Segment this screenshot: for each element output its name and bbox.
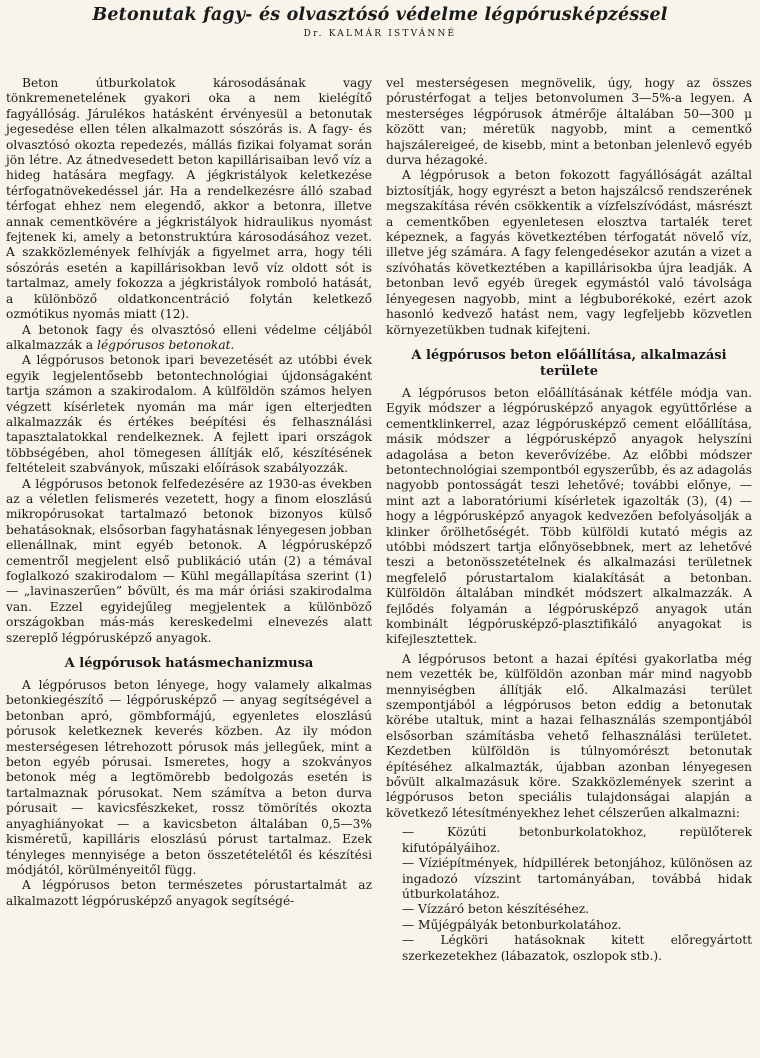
list-item: — Műjégpályák betonburkolatához. [402, 917, 622, 932]
right-column [386, 76, 752, 964]
paragraph: A légpórusos betont a hazai építési gyakorlatba még nem vezették be, külföldön azonban már mind nagyobb mennyiségben állítják elő. Alkalmazási terület szempontjából a légpórusos beton eddig a betonutak körébe utaltuk, mint a hazai felhasználás szempontjából elsősorban számításba vehető felhasználási területet. Kezdetben külföldön is túlnyomórészt betonutak építéséhez alkalmazták, újabban azonban lényegesen bővült alkalmazásuk köre. Szakközlemények szerint a légpórusos beton speciális tulajdonságai alapján a következő létesítményekhez lehet célszerűen alkalmazni: [386, 651, 752, 820]
paragraph: A légpórusos betonok felfedezésére az 1930-as években az a véletlen felismerés vezetett, hogy a finom eloszlású mikropórusokat tartalmazó betonok bizonyos külső behatásoknak, elsősorban fagyhatásnak lényegesen jobban ellenállnak, mint egyéb betonok. A légpórusképző cementről megjelent első publikáció után (2) a témával foglalkozó szakirodalom — Kühl megállapítása szerint (1) — „lavinaszerűen” bővült, és ma már óriási szakirodalma van. Ezzel egyidejűleg megjelentek a különböző országokban más-más kereskedelmi elnevezés alatt szereplő légpórusképző anyagok. [6, 476, 372, 645]
list-item: — Vízzáró beton készítéséhez. [402, 902, 589, 917]
paragraph: A légpórusos beton előállításának kétféle módja van. Egyik módszer a légpórusképző anyagok együttőrlése a cementklinkerrel, azaz légpórusképző cement előállítása, másik módszer a légpórusképző anyagok helyszíni adagolása a beton keverővízébe. Az előbbi módszer betontechnológiai szempontból egyszerűbb, és az adagolás nagyobb pontosságát teszi lehetővé; további előnye, — mint azt a laboratóriumi kísérletek igazolták (3), (4) — hogy a légpórusképző anyagok kedvezően befolyásolják a klinker őrölhetőségét. Több külföldi kutató mégis az utóbbi módszert tartja előnyösebbnek, mert az lehetővé teszi a betonösszetételnek és alkalmazási területnek megfelelő pórustartalom kialakítását a betonban. Külföldön általában mindkét módszert alkalmazzák. A fejlődés folyamán a légpórusképző anyagok után kombinált légpórusképző-plasztifikáló anyagokat is kifejlesztettek. [386, 385, 752, 647]
emphasis-text: légpórusos betonokat. [97, 337, 235, 352]
article-author: Dr. KALMÁR ISTVÁNNÉ [303, 29, 457, 39]
paragraph: A légpórusos betonok ipari bevezetését az utóbbi évek egyik legjelentősebb betontechnológiai újdonságaként tartja számon a szakirodalom. A külföldön számos helyen végzett kísérletek nyomán ma már igen elterjedten alkalmazzák és értékes beépítési és felhasználási tapasztalatokkal rendelkeznek. A fejlett ipari országok többségében, ahol tömegesen állítják elő, készítésének feltételeit szabványok, műszaki előírások szabályozzák. [6, 353, 372, 476]
section-heading: A légpórusos beton előállítása, alkalmazási területe [411, 347, 727, 379]
section-heading: A légpórusok hatásmechanizmusa [64, 656, 314, 672]
paragraph: vel mesterségesen megnövelik, úgy, hogy az összes pórustérfogat a teljes betonvolumen 3—5%-a legyen. A mesterséges légpórusok átmérője általában 50—300 μ között van; méretük nagyobb, mint a cementkő hajszálereigeé, de kisebb, mint a betonban jelenlevő egyéb durva hézagoké. [386, 76, 752, 168]
paragraph: A légpórusos beton természetes pórustartalmát az alkalmazott légpórusképző anyagok segítségé- [6, 878, 372, 908]
paragraph [6, 323, 372, 354]
list-item: — Légköri hatásoknak kitett előregyártott szerkezetekhez (lábazatok, oszlopok stb.). [402, 933, 752, 963]
article-title: Betonutak fagy- és olvasztósó védelme légpórusképzéssel [92, 5, 668, 25]
paragraph: A légpórusos beton lényege, hogy valamely alkalmas betonkiegészítő — légpórusképző — anyag segítségével a betonban apró, gömbformájú, egyenletes eloszlású pórusok keletkeznek keverés közben. Az ily módon mesterségesen létrehozott pórusok más jellegűek, mint a beton egyéb pórusai. Ismeretes, hogy a szokványos betonok még a legtömörebb bedolgozás esetén is tartalmaznak pórusokat. Nem számítva a beton durva pórusait — kavicsfészkeket, rossz tömörítés okozta anyaghiányokat — a kavicsbeton általában 0,5—3% kisméretű, kapilláris eloszlású pórust tartalmaz. Ezek tényleges mennyisége a beton összetételétől és készítési módjától, körülményeitől függ. [6, 678, 372, 877]
paragraph: Beton útburkolatok károsodásának vagy tönkremenetelének gyakori oka a nem kielégítő fagyállóság. Járulékos hatásként érvényesül a betonutak jegesedése ellen télen alkalmazott sószórás is. A fagy- és olvasztósó okozta repedezés, mállás fizikai folyamat során jön létre. Az átnedvesedett beton kapillárisaiban levő víz a hideg hatására megfagy. A jégkristályok keletkezése térfogatnövekedéssel jár. Ha a rendelkezésre álló szabad térfogat ehhez nem elegendő, akkor a betonra, illetve annak cementkövére a jégkristályok hidraulikus nyomást fejtenek ki, amely a betonstruktúra károsodásához vezet. A szakközlemények felhívják a figyelmet arra, hogy téli sószórás esetén a kapillárisokban levő víz oldott sót is tartalmaz, amely fokozza a jégkristályok romboló hatását, a különböző oldatkoncentráció folytán keletkező ozmótikus nyomás miatt (12). [6, 76, 372, 322]
paragraph-text: A betonok fagy és olvasztósó elleni védelme céljából alkalmazzák a [6, 322, 372, 352]
left-column [6, 76, 372, 964]
paragraph: A légpórusok a beton fokozott fagyállóságát azáltal biztosítják, hogy egyrészt a beton hajszálcső rendszerének megszakítása révén csökkentik a vízfelszívódást, másrészt a cementkőben egyenletesen elosztva tartalék teret képeznek, a fagyás következtében térfogatát növelő víz, illetve jég számára. A fagy felengedésekor azután a vizet a szívóhatás következtében a kapillárisokba újra leadják. A betonban levő egyéb üregek egymástól való távolsága lényegesen nagyobb, mint a légbuborékoké, ezért azok hasonló kedvező hatást nem, vagy legfeljebb közvetlen környezetükben tudnak kifejteni. [386, 168, 752, 337]
list-item: — Közúti betonburkolatokhoz, repülőterek kifutópályáihoz. [402, 825, 752, 855]
list-item: — Víziépítmények, hídpillérek betonjához, különösen az ingadozó vízszint tartományában, továbbá hidak útburkolatához. [402, 856, 752, 901]
article-body [6, 76, 754, 964]
